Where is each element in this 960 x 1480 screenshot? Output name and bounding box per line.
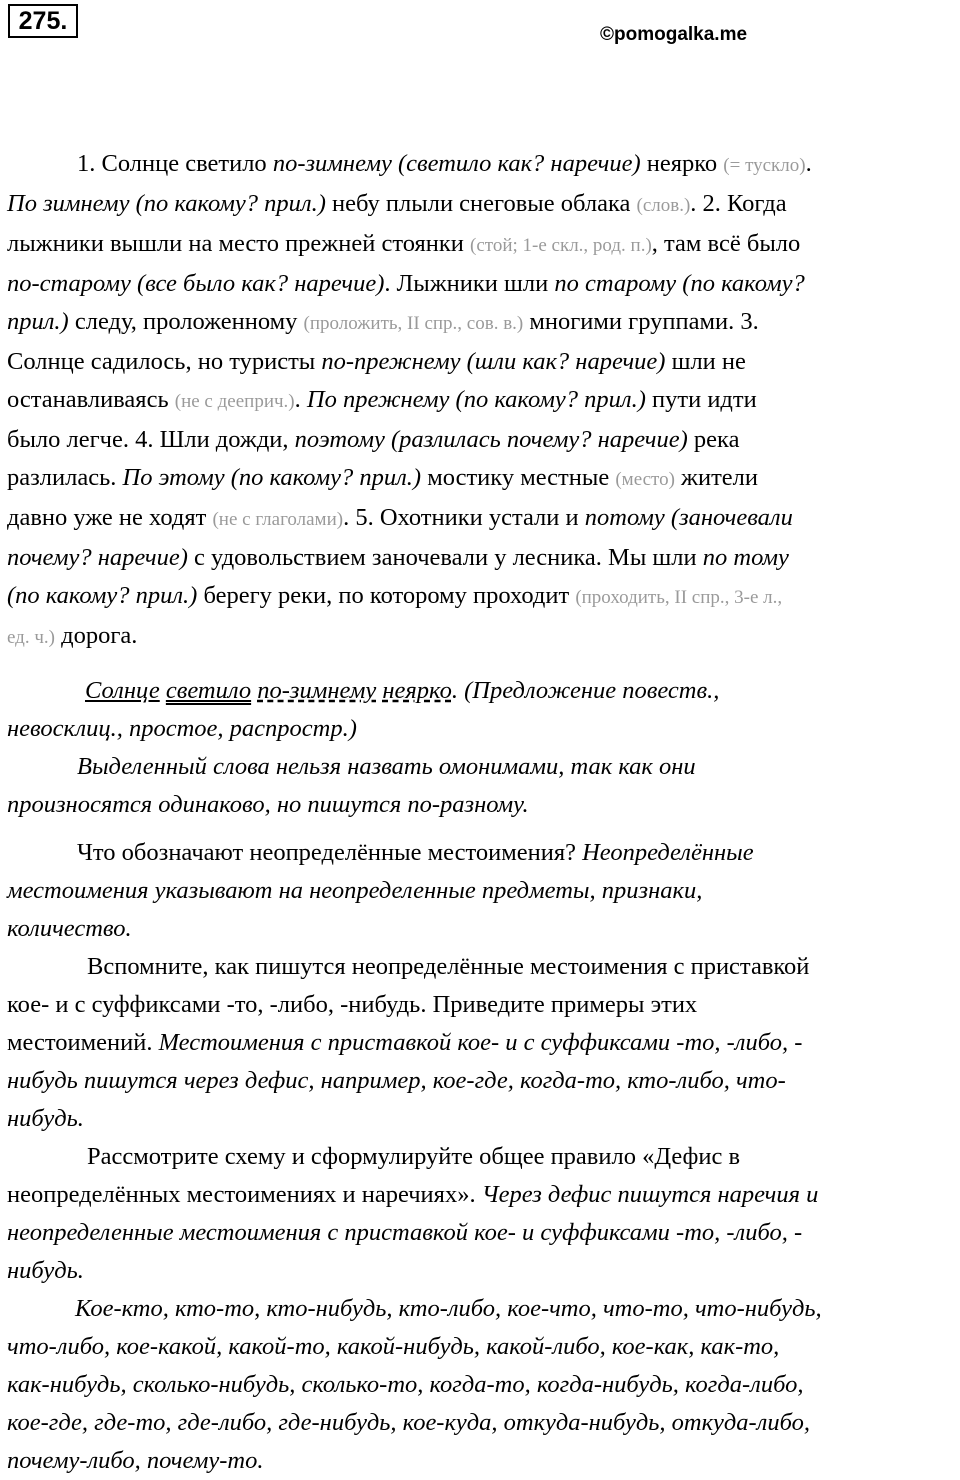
parse-adverb-1: по-зимнему (257, 677, 377, 704)
q3-line-4: нибудь. (7, 1257, 84, 1284)
q3-line-2-plain: неопределённых местоимениях и наречиях». (7, 1181, 476, 1208)
parse-line-4: произносятся одинаково, но пишутся по-разному. (7, 791, 529, 818)
parse-line-3: Выделенный слова нельзя назвать омонимами, так как они (77, 753, 696, 780)
q1-line-2: местоимения указывают на неопределенные предметы, признаки, (7, 877, 703, 904)
examples-line: как-нибудь, сколько-нибудь, сколько-то, когда-то, когда-нибудь, когда-либо, (7, 1371, 804, 1398)
exercise-line: разлилась. По этому (по какому? прил.) мостику местные (место) жители (7, 464, 759, 491)
exercise-line: давно уже не ходят (не с глаголами). 5. Охотники устали и потому (заночевали (7, 504, 793, 531)
question-2 (7, 948, 957, 1138)
exercise-line: почему? наречие) с удовольствием заночевали у лесника. Мы шли по тому (7, 544, 789, 571)
q1-answer-start: Неопределённые (582, 839, 754, 866)
q3-line-1: Рассмотрите схему и сформулируйте общее правило «Дефис в (87, 1143, 741, 1170)
q1-question: Что обозначают неопределённые местоимения? (77, 839, 576, 866)
examples-line: Кое-кто, кто-то, кто-нибудь, кто-либо, кое-что, что-то, что-нибудь, (75, 1295, 822, 1322)
parse-subject: Солнце (85, 677, 160, 704)
parse-line-2: невосклиц., простое, распростр.) (7, 715, 357, 742)
exercise-line: прил.) следу, проложенному (проложить, II спр., сов. в.) многими группами. 3. (7, 308, 759, 335)
exercise-line: ед. ч.) дорога. (7, 622, 138, 649)
exercise-line: было легче. 4. Шли дожди, поэтому (разлилась почему? наречие) река (7, 426, 740, 453)
parse-tail: . (Предложение повеств., (451, 677, 720, 704)
examples-line: что-либо, кое-какой, какой-то, какой-нибудь, какой-либо, кое-как, как-то, (7, 1333, 780, 1360)
examples-line: почему-либо, почему-то. (7, 1447, 264, 1474)
exercise-text (7, 145, 957, 657)
exercise-line: Солнце садилось, но туристы по-прежнему (шли как? наречие) шли не (7, 348, 746, 375)
q3-line-2-italic: Через дефис пишутся наречия и (481, 1181, 819, 1208)
exercise-line: 1. Солнце светило по-зимнему (светило как? наречие) неярко (= тускло). (77, 150, 812, 177)
question-1 (7, 834, 957, 948)
exercise-line: лыжники вышли на место прежней стоянки (стой; 1-е скл., род. п.), там всё было (7, 230, 801, 257)
q3-line-3: неопределенные местоимения с приставкой кое- и суффиксами -то, -либо, - (7, 1219, 803, 1246)
parse-predicate: светило (165, 677, 252, 704)
q1-line-3: количество. (7, 915, 132, 942)
q2-line-2: кое- и с суффиксами -то, -либо, -нибудь. Приведите примеры этих (7, 991, 698, 1018)
q2-line-5: нибудь. (7, 1105, 84, 1132)
watermark: ©pomogalka.me (600, 24, 748, 45)
question-3 (7, 1138, 957, 1290)
exercise-line: останавливаясь (не с дееприч.). По прежнему (по какому? прил.) пути идти (7, 386, 757, 413)
q2-line-4: нибудь пишутся через дефис, например, кое-где, когда-то, кто-либо, что- (7, 1067, 786, 1094)
examples-line: кое-где, где-то, где-либо, где-нибудь, кое-куда, откуда-нибудь, откуда-либо, (7, 1409, 810, 1436)
exercise-line: По зимнему (по какому? прил.) небу плыли снеговые облака (слов.). 2. Когда (7, 190, 787, 217)
exercise-line: (по какому? прил.) берегу реки, по которому проходит (проходить, II спр., 3-е л., (7, 582, 783, 609)
q2-line-1: Вспомните, как пишутся неопределённые местоимения с приставкой (87, 953, 810, 980)
parse-adverb-2: неярко (382, 677, 452, 704)
sentence-parse (7, 672, 957, 824)
exercise-line: по-старому (все было как? наречие). Лыжники шли по старому (по какому? (7, 270, 805, 297)
q2-line-3-italic: Местоимения с приставкой кое- и с суффиксами -то, -либо, - (158, 1029, 803, 1056)
examples (7, 1290, 957, 1480)
q2-line-3-plain: местоимений. (7, 1029, 153, 1056)
exercise-number: 275. (8, 4, 78, 38)
